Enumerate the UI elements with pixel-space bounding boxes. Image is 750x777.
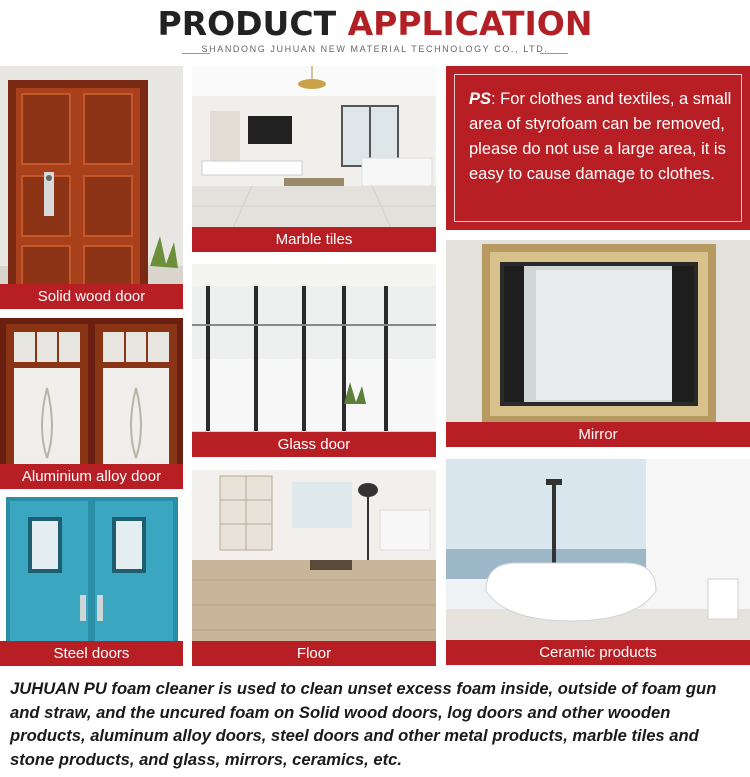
company-name: SHANDONG JUHUAN NEW MATERIAL TECHNOLOGY CO., LTD. (201, 44, 549, 54)
tile-ceramic-products (446, 459, 750, 665)
tile-marble-tiles (192, 66, 436, 252)
ps-note-label: PS (469, 90, 492, 108)
ps-note-text: : For clothes and textiles, a small area of styrofoam can be removed, please do not use a large area, it is easy to cause damage to clothes. (469, 90, 732, 183)
solid-wood-door-image (0, 66, 183, 309)
tile-floor (192, 470, 436, 666)
caption-solid-wood-door: Solid wood door (0, 284, 183, 309)
caption-glass-door: Glass door (192, 432, 436, 457)
title-word-application: APPLICATION (347, 4, 593, 43)
mirror-image (446, 240, 750, 447)
tile-steel-doors (0, 495, 183, 666)
tile-glass-door (192, 264, 436, 457)
ps-note-frame (454, 74, 742, 222)
product-description: JUHUAN PU foam cleaner is used to clean unset excess foam inside, outside of foam gun and straw, and the uncured foam on Solid wood doors, log doors and other wooden products, aluminum alloy doors, steel doors and other metal products, marble tiles and stone products, and glass, mirrors, ceramics, etc. (10, 679, 717, 769)
caption-marble-tiles: Marble tiles (192, 227, 436, 252)
ceramic-products-image (446, 459, 750, 665)
caption-steel-doors: Steel doors (0, 641, 183, 666)
caption-mirror: Mirror (446, 422, 750, 447)
glass-door-image (192, 264, 436, 457)
floor-image (192, 470, 436, 666)
tile-solid-wood-door (0, 66, 183, 309)
caption-floor: Floor (192, 641, 436, 666)
page-title (0, 4, 750, 44)
tile-aluminium-alloy-door (0, 318, 183, 489)
header (0, 0, 750, 60)
tile-mirror (446, 240, 750, 447)
marble-tiles-image (192, 66, 436, 252)
title-word-product: PRODUCT (157, 4, 337, 43)
ps-note-box (446, 66, 750, 230)
caption-ceramic-products: Ceramic products (446, 640, 750, 665)
caption-aluminium-alloy-door: Aluminium alloy door (0, 464, 183, 489)
